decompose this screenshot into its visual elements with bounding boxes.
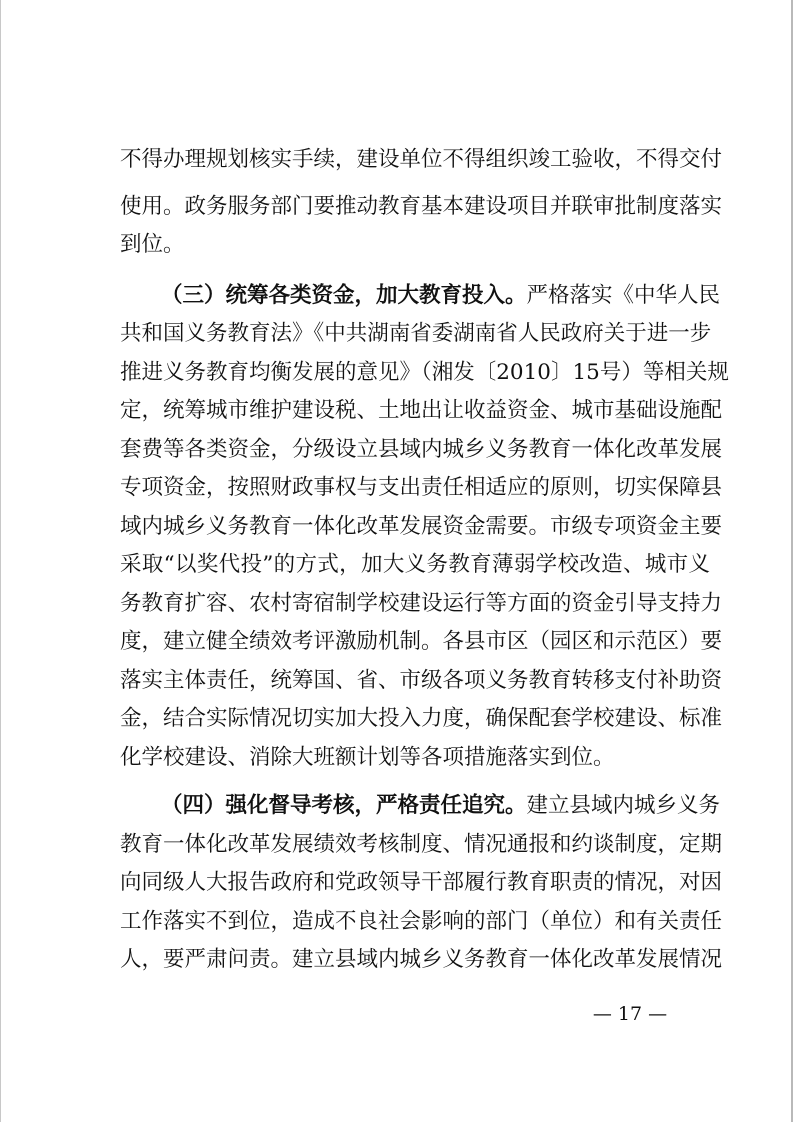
body-line-1: 不得办理规划核实手续，建设单位不得组织竣工验收，不得交付 — [120, 147, 723, 172]
body-line-14: 落实主体责任，统筹国、省、市级各项义务教育转移支付补助资 — [120, 668, 723, 693]
body-line-13: 度，建立健全绩效考评激励机制。各县市区（园区和示范区）要 — [120, 629, 723, 654]
body-line-21: 人，要严肃问责。建立县域内城乡义务教育一体化改革发展情况 — [120, 947, 723, 972]
body-line-12: 务教育扩容、农村寄宿制学校建设运行等方面的资金引导支持力 — [120, 591, 723, 616]
body-line-20: 工作落实不到位，造成不良社会影响的部门（单位）和有关责任 — [120, 909, 723, 934]
section-4-heading: （四）强化督导考核，严格责任追究。 — [161, 793, 527, 818]
body-line-15: 金，结合实际情况切实加大投入力度，确保配套学校建设、标准 — [120, 706, 723, 731]
body-line-11: 采取“以奖代投”的方式，加大义务教育薄弱学校改造、城市义 — [120, 552, 710, 577]
body-line-19: 向同级人大报告政府和党政领导干部履行教育职责的情况，对因 — [120, 870, 723, 895]
body-line-6: 推进义务教育均衡发展的意见》（湘发〔2010〕15号）等相关规 — [120, 360, 729, 385]
body-line-9: 专项资金，按照财政事权与支出责任相适应的原则，切实保障县 — [120, 475, 723, 500]
body-line-5: 共和国义务教育法》《中共湖南省委湖南省人民政府关于进一步 — [120, 321, 712, 346]
body-line-18: 教育一体化改革发展绩效考核制度、情况通报和约谈制度，定期 — [120, 832, 723, 857]
page-number: — 17 — — [592, 1003, 668, 1025]
body-line-16: 化学校建设、消除大班额计划等各项措施落实到位。 — [120, 745, 615, 770]
page-left-edge — [0, 0, 1, 1122]
section-3-heading: （三）统筹各类资金，加大教育投入。 — [161, 283, 527, 308]
section-4-first-line: （四）强化督导考核，严格责任追究。建立县域内城乡义务 — [161, 793, 721, 818]
body-line-2: 使用。政务服务部门要推动教育基本建设项目并联审批制度落实 — [120, 194, 723, 219]
body-line-10: 域内城乡义务教育一体化改革发展资金需要。市级专项资金主要 — [120, 514, 723, 539]
body-line-8: 套费等各类资金，分级设立县域内城乡义务教育一体化改革发展 — [120, 437, 723, 462]
body-line-7: 定，统筹城市维护建设税、土地出让收益资金、城市基础设施配 — [120, 398, 723, 423]
section-3-first-line: （三）统筹各类资金，加大教育投入。严格落实《中华人民 — [161, 283, 721, 308]
body-line-3: 到位。 — [120, 232, 185, 257]
